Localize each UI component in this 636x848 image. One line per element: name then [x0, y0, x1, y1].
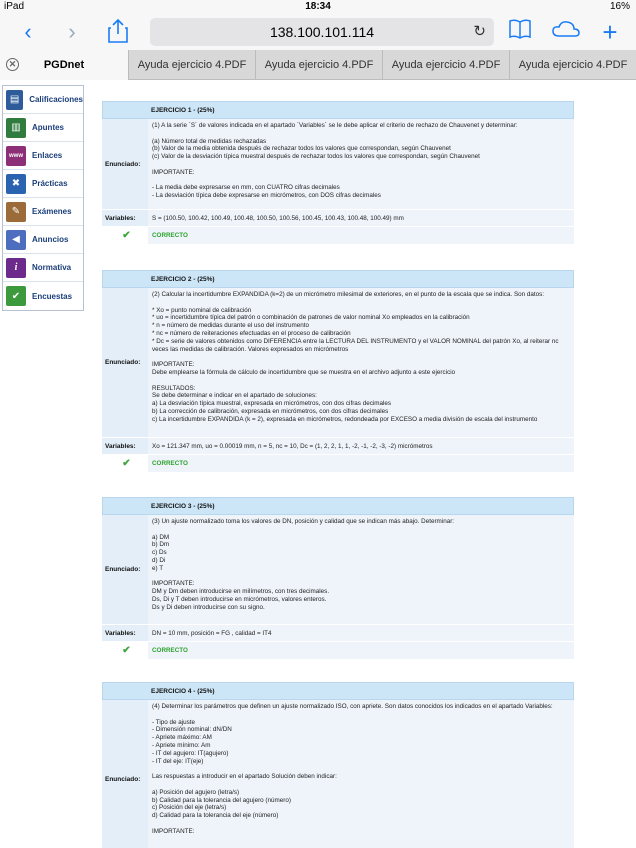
check-icon: ✔	[102, 455, 148, 472]
check-icon: ✔	[6, 286, 26, 306]
variables-row	[102, 210, 574, 227]
tab-bar	[0, 50, 636, 80]
reload-icon[interactable]: ↻	[473, 23, 486, 40]
sidebar-item-encuestas[interactable]	[3, 282, 83, 310]
tab-label: PGDnet	[43, 59, 85, 71]
statement-row	[102, 288, 574, 438]
result-row	[102, 642, 574, 660]
exercise-title: EJERCICIO 1 - (25%)	[102, 101, 574, 119]
exercise-block	[102, 101, 574, 245]
result-text: CORRECTO	[148, 642, 574, 659]
share-icon[interactable]	[104, 18, 132, 46]
exercise-block	[102, 497, 574, 660]
url-text: 138.100.101.114	[269, 24, 375, 40]
battery-level: 16%	[609, 1, 630, 12]
result-row	[102, 227, 574, 245]
exercise-block	[102, 682, 574, 848]
exercise-block	[102, 270, 574, 473]
variables-text: DN = 10 mm, posición = FG , calidad = IT4	[148, 625, 574, 641]
close-icon[interactable]: ✕	[6, 58, 19, 71]
sidebar-menu	[2, 85, 84, 311]
statement-label: Enunciado:	[102, 288, 148, 437]
statement-row	[102, 119, 574, 210]
forward-icon[interactable]: ›	[68, 19, 76, 44]
sidebar-item-label: Apuntes	[32, 123, 64, 132]
exercise-title: EJERCICIO 4 - (25%)	[102, 682, 574, 700]
result-text: CORRECTO	[148, 227, 574, 244]
browser-toolbar	[0, 14, 636, 50]
tab-label: Ayuda ejercicio 4.PDF	[518, 59, 628, 71]
result-row	[102, 455, 574, 473]
device-label: iPad	[4, 1, 25, 12]
tab-pdf[interactable]	[509, 50, 636, 80]
tab-pdf[interactable]	[128, 50, 255, 80]
statement-text: (2) Calcular la incertidumbre EXPANDIDA (k=2) de un micrómetro milesimal de exteriores, en el punto de la escala que se indica. Son datos: * Xo = punto nominal de calibración * uo = incertidumbre típica del patrón o combinación de patrones de valor nominal Xo empleados en la calibración * n = número de medidas durante el uso del instrumento * nc = número de reiteraciones efectuadas en el proceso de calibración * Dc = serie de valores obtenidos como DIFERENCIA entre la LECTURA DEL INSTRUMENTO y el VALOR NOMINAL del patrón Xo, al reiterar nc veces las medidas de calibración. Valores expresados en micrómetros IMPORTANTE: Debe emplearse la fórmula de cálculo de incertidumbre que se muestra en el archivo adjunto a este ejercicio RESULTADOS: Se debe determinar e indicar en el apartado de soluciones: a) La desviación típica muestral, expresada en micrómetros, con dos cifras decimales b) La corrección de calibración, expresada en micrómetros, con dos cifras decimales c) La incertidumbre EXPANDIDA (k = 2), expresada en micrómetros, redondeada por EXCESO a media división de escala del instrumento	[148, 288, 574, 437]
variables-text: Xo = 121.347 mm, uo = 0.00019 mm, n = 5, nc = 10, Dc = (1, 2, 2, 1, 1, -2, -1, -2, -3, -2) micrómetros	[148, 438, 574, 454]
statement-label: Enunciado:	[102, 700, 148, 848]
address-bar[interactable]	[150, 18, 494, 46]
sidebar-item-label: Enlaces	[32, 151, 63, 160]
book-icon: ▥	[6, 118, 26, 138]
pencil-icon: ✎	[6, 202, 26, 222]
grades-icon: ▤	[6, 90, 23, 110]
sidebar-item-practicas[interactable]	[3, 170, 83, 198]
back-icon[interactable]: ‹	[24, 19, 32, 44]
exercise-title: EJERCICIO 2 - (25%)	[102, 270, 574, 288]
check-icon: ✔	[102, 227, 148, 244]
sidebar-item-label: Normativa	[32, 263, 72, 272]
sidebar-item-label: Calificaciones	[29, 95, 83, 104]
statement-text: (1) A la serie `S´ de valores indicada en el apartado `Variables´ se le debe aplicar el criterio de rechazo de Chauvenet y determinar: (a) Número total de medidas rechazadas (b) Valor de la media obtenida después de rechazar todos los valores que correspondan, según Chauvenet (c) Valor de la desviación típica muestral después de rechazar todos los valores que correspondan, según Chauvenet IMPORTANTE: - La media debe expresarse en mm, con CUATRO cifras decimales - La desviación típica debe expresarse en micrómetros, con DOS cifras decimales	[148, 119, 574, 209]
bookmarks-icon[interactable]	[506, 18, 534, 46]
cloud-icon[interactable]	[550, 18, 582, 46]
variables-label: Variables:	[102, 438, 148, 454]
new-tab-icon[interactable]: +	[602, 17, 618, 47]
sidebar-item-anuncios[interactable]	[3, 226, 83, 254]
result-text: CORRECTO	[148, 455, 574, 472]
variables-label: Variables:	[102, 625, 148, 641]
info-icon: i	[6, 258, 26, 278]
sidebar-item-calificaciones[interactable]	[3, 86, 83, 114]
variables-label: Variables:	[102, 210, 148, 226]
statement-label: Enunciado:	[102, 119, 148, 209]
statement-row	[102, 700, 574, 848]
variables-row	[102, 438, 574, 455]
sidebar-item-label: Prácticas	[32, 179, 68, 188]
check-icon: ✔	[102, 642, 148, 659]
sidebar-item-examenes[interactable]	[3, 198, 83, 226]
statement-row	[102, 515, 574, 625]
sidebar-item-apuntes[interactable]	[3, 114, 83, 142]
tab-label: Ayuda ejercicio 4.PDF	[137, 59, 247, 71]
sidebar-item-normativa[interactable]	[3, 254, 83, 282]
tab-pdf[interactable]	[255, 50, 382, 80]
statement-label: Enunciado:	[102, 515, 148, 624]
exercise-title: EJERCICIO 3 - (25%)	[102, 497, 574, 515]
statement-text: (4) Determinar los parámetros que definen un ajuste normalizado ISO, con apriete. Son datos conocidos los indicados en el apartado Variables: - Tipo de ajuste - Dimensión nominal: dN/DN - Apriete máximo: AM - Apriete mínimo: Am - IT del agujero: IT(agujero) - IT del eje: IT(eje) Las respuestas a introducir en el apartado Solución deben indicar: a) Posición del agujero (letra/s) b) Calidad para la tolerancia del agujero (número) c) Posición del eje (letra/s) d) Calidad para la tolerancia del eje (número) IMPORTANTE:	[148, 700, 574, 848]
tab-label: Ayuda ejercicio 4.PDF	[264, 59, 374, 71]
status-bar	[0, 0, 636, 14]
tools-icon: ✖	[6, 174, 26, 194]
page-content	[0, 80, 636, 848]
sidebar-item-label: Anuncios	[32, 235, 69, 244]
tab-pgdnet[interactable]	[0, 50, 128, 80]
sidebar-item-label: Encuestas	[32, 291, 73, 301]
sidebar-item-enlaces[interactable]	[3, 142, 83, 170]
clock: 18:34	[305, 1, 331, 12]
statement-text: (3) Un ajuste normalizado toma los valores de DN, posición y calidad que se indican más abajo. Determinar: a) DM b) Dm c) Ds d) Di e) T IMPORTANTE: DM y Dm deben introducirse en milímetros, con tres decimales. Ds, Di y T deben introducirse en micrómetros, valores enteros. Ds y Di deben introducirse con su signo.	[148, 515, 574, 624]
megaphone-icon: ◀	[6, 230, 26, 250]
variables-text: S = (100.50, 100.42, 100.49, 100.48, 100.50, 100.56, 100.45, 100.43, 100.48, 100.49) mm	[148, 210, 574, 226]
variables-row	[102, 625, 574, 642]
www-icon: www	[6, 146, 26, 166]
tab-pdf[interactable]	[382, 50, 509, 80]
sidebar-item-label: Exámenes	[32, 207, 72, 216]
tab-label: Ayuda ejercicio 4.PDF	[391, 59, 501, 71]
